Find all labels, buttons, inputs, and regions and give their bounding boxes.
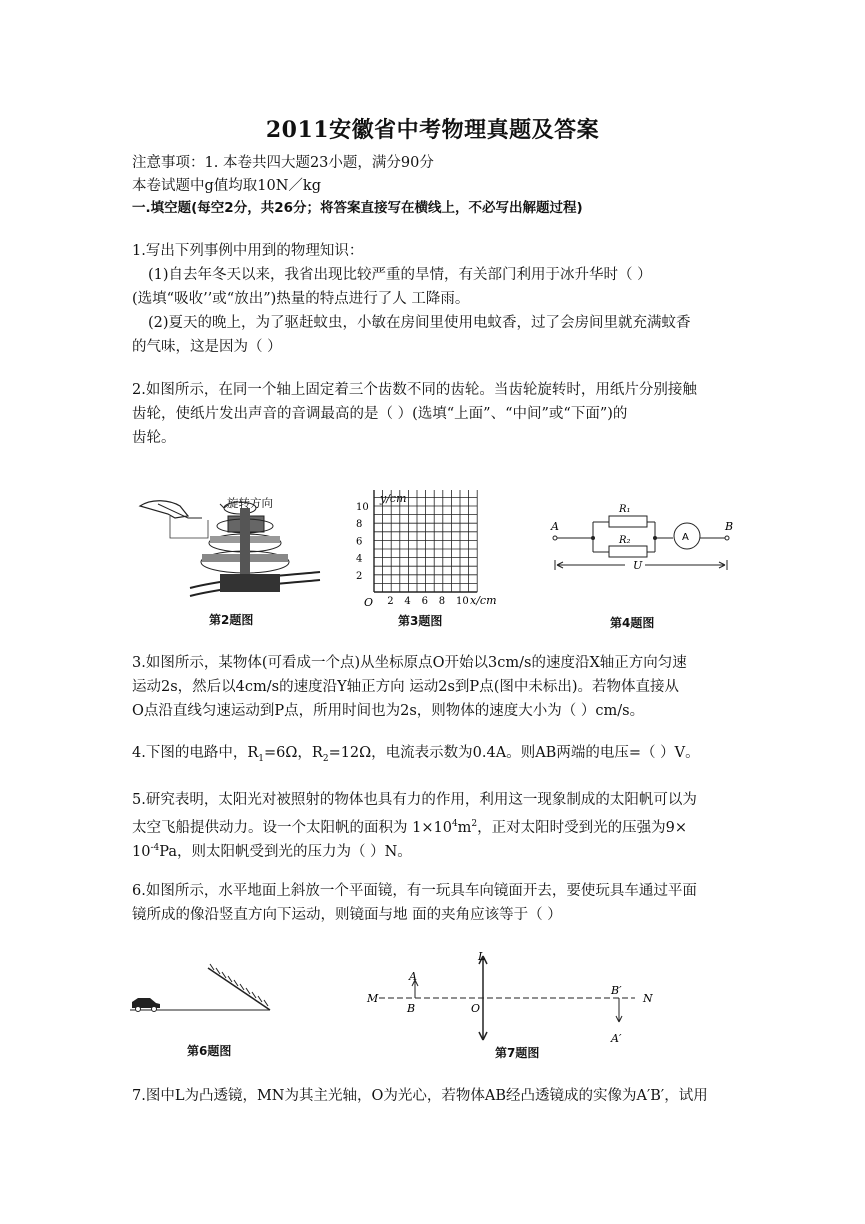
fig3-ytick: 6 xyxy=(356,536,363,548)
fig4-label-a: A xyxy=(551,520,559,533)
fig3-xtick: 6 xyxy=(421,596,428,607)
fig7-label-l: L xyxy=(478,950,486,963)
fig7-label-n: N xyxy=(643,992,653,1005)
notes-line-1: 注意事项：1. 本卷共四大题23小题，满分90分 xyxy=(132,155,434,171)
fig3-ytick: 2 xyxy=(356,570,363,582)
q1-part2-line1: (2)夏天的晚上，为了驱赶蚊虫，小敏在房间里使用电蚊香，过了会房间里就充满蚊香 xyxy=(148,315,691,331)
q1-part2-line2: 的气味，这是因为（ ） xyxy=(132,339,282,355)
section-heading: 一.填空题(每空2分，共26分；将答案直接写在横线上，不必写出解题过程) xyxy=(132,200,583,216)
fig3-xtick: 2 xyxy=(387,596,394,607)
q2-line2: 齿轮，使纸片发出声音的音调最高的是（ ）(选填“上面”、“中间”或“下面”)的 xyxy=(132,406,628,422)
q7-line1: 7.图中L为凸透镜，MN为其主光轴，O为光心，若物体AB经凸透镜成的实像为A′B′，试用 xyxy=(132,1088,708,1104)
figure-6-caption: 第6题图 xyxy=(187,1044,232,1058)
q2-line3: 齿轮。 xyxy=(132,430,176,446)
fig7-label-m: M xyxy=(367,992,379,1005)
fig7-label-b: B xyxy=(407,1002,416,1015)
figure-2-caption: 第2题图 xyxy=(209,613,254,627)
figure-3-grid xyxy=(352,490,512,610)
fig4-label-b: B xyxy=(725,520,734,533)
fig4-label-r2: R₂ xyxy=(619,535,631,546)
fig3-xtick: 4 xyxy=(404,596,411,607)
q6-line1: 6.如图所示，水平地面上斜放一个平面镜，有一玩具车向镜面开去，要使玩具车通过平面 xyxy=(132,883,697,899)
figure-2-rotation-label: 旋转方向 xyxy=(227,496,273,510)
q3-line2: 运动2s，然后以4cm/s的速度沿Y轴正方向 运动2s到P点(图中未标出)。若物体直接从 xyxy=(132,679,680,695)
fig3-ytick: 8 xyxy=(356,519,363,531)
fig3-ytick: 10 xyxy=(356,502,369,513)
q2-line1: 2.如图所示，在同一个轴上固定着三个齿数不同的齿轮。当齿轮旋转时，用纸片分别接触 xyxy=(132,382,697,398)
fig3-ylabel: y/cm xyxy=(380,492,407,505)
fig4-label-r1: R₁ xyxy=(619,504,631,515)
q4-line1: 4.下图的电路中，$R_1=6\Omega$，$R_2=12\Omega$，电流表示数为0.4A。则AB两端的电压=（ ）V。 xyxy=(132,745,700,764)
fig4-ammeter: A xyxy=(682,532,689,543)
q3-line1: 3.如图所示，某物体(可看成一个点)从坐标原点O开始以3cm/s的速度沿X轴正方向匀速 xyxy=(132,655,687,671)
q1-part1-line1: (1)自去年冬天以来，我省出现比较严重的旱情，有关部门利用于冰升华时（ ） xyxy=(148,267,652,283)
fig4-label-u: U xyxy=(633,559,643,572)
q1-stem: 1.写出下列事例中用到的物理知识： xyxy=(132,243,364,259)
q3-line3: O点沿直线匀速运动到P点，所用时间也为2s，则物体的速度大小为（ ）cm/s。 xyxy=(132,703,645,719)
figure-7-caption: 第7题图 xyxy=(495,1046,540,1060)
q1-part1-line2: (选填“吸收’’或“放出”)热量的特点进行了人 工降雨。 xyxy=(132,291,470,307)
fig7-label-bprime: B′ xyxy=(611,984,622,997)
fig3-tick-labels xyxy=(356,502,469,607)
figure-3-caption: 第3题图 xyxy=(398,614,443,628)
q6-line2: 镜所成的像沿竖直方向下运动，则镜面与地 面的夹角应该等于（ ） xyxy=(132,907,562,923)
figure-7-lens xyxy=(365,950,665,1050)
fig3-xtick: 8 xyxy=(438,596,446,607)
figure-6-mirror xyxy=(130,960,280,1020)
q5-line1: 5.研究表明，太阳光对被照射的物体也具有力的作用，利用这一现象制成的太阳帆可以为 xyxy=(132,792,697,808)
page-title: 2011安徽省中考物理真题及答案 xyxy=(265,117,600,143)
fig7-label-a: A xyxy=(409,970,417,983)
q5-line2: 太空飞船提供动力。设一个太阳帆的面积为 $1\times 10^4m^2$，正对太阳时受到光的压强为9× xyxy=(132,819,688,836)
notes-line-2: 本卷试题中g值均取10N／kg xyxy=(132,178,321,194)
fig3-xlabel: x/cm xyxy=(470,594,497,607)
fig7-label-aprime: A′ xyxy=(611,1032,622,1045)
fig3-grid-lines xyxy=(374,490,477,592)
figure-4-circuit xyxy=(545,500,735,580)
fig3-origin: O xyxy=(364,596,374,609)
fig7-label-o: O xyxy=(471,1002,481,1015)
figure-4-caption: 第4题图 xyxy=(610,616,655,630)
q5-line3: $10^{-4}Pa$，则太阳帆受到光的压力为（ ）N。 xyxy=(132,843,412,860)
fig3-xtick: 10 xyxy=(456,596,469,607)
fig3-ytick: 4 xyxy=(356,553,363,565)
